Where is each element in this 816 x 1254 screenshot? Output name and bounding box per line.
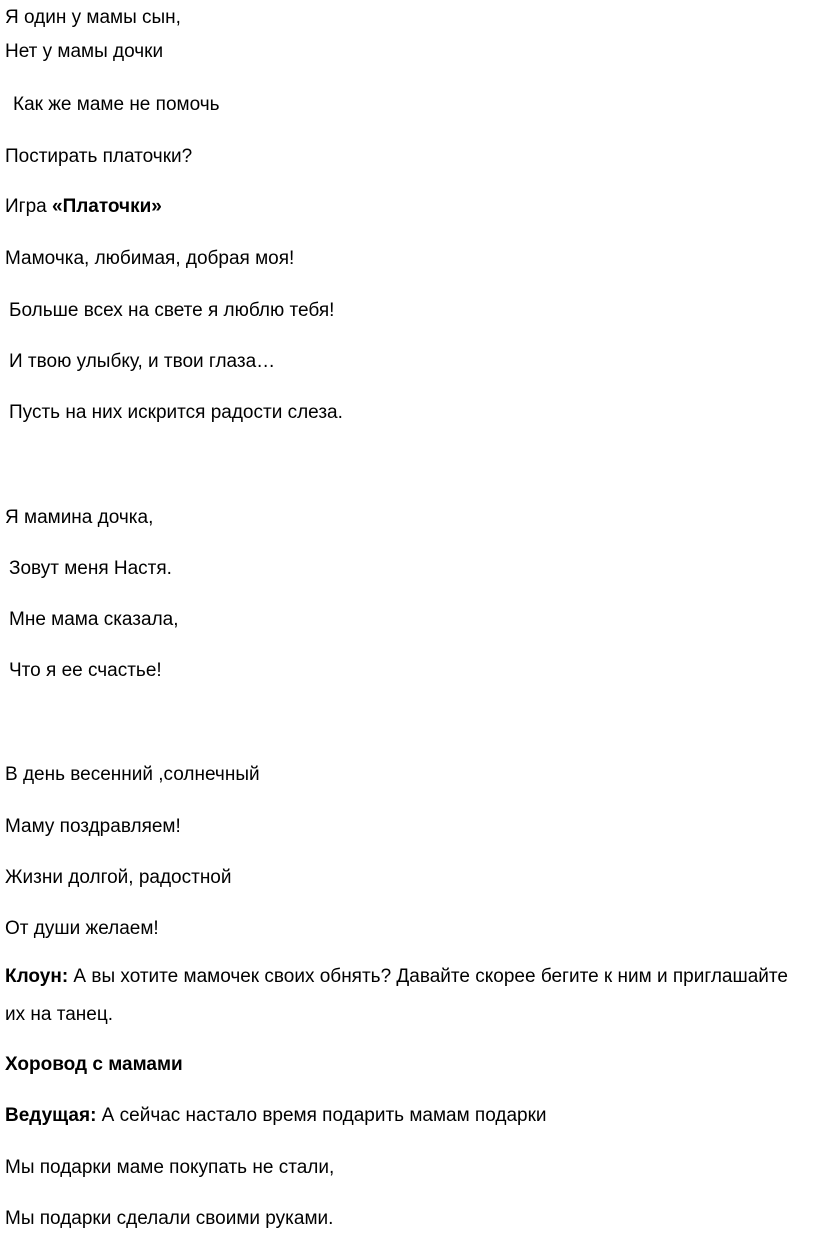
poem-line: Мы подарки сделали своими руками.	[5, 1208, 334, 1229]
game-label: Игра	[5, 196, 52, 217]
game-name: «Платочки»	[52, 196, 162, 217]
poem-line: Мы подарки маме покупать не стали,	[5, 1157, 335, 1178]
speaker-text: А сейчас настало время подарить мамам подарки	[96, 1105, 547, 1126]
game-title	[5, 195, 162, 219]
speaker-label: Ведущая:	[5, 1105, 97, 1126]
poem-line: Я один у мамы сын,	[5, 7, 181, 28]
poem-line: И твою улыбку, и твои глаза…	[9, 351, 276, 372]
poem-line: Я мамина дочка,	[5, 507, 154, 528]
poem-line: Что я ее счастье!	[9, 660, 162, 681]
poem-line: Больше всех на свете я люблю тебя!	[9, 300, 335, 321]
poem-line: В день весенний ,солнечный	[5, 764, 260, 785]
speaker-text: А вы хотите мамочек своих обнять? Давайте скорее бегите к ним и приглашайте их на танец.	[5, 966, 788, 1025]
poem-line: Пусть на них искрится радости слеза.	[9, 402, 343, 423]
poem-line: Маму поздравляем!	[5, 816, 181, 837]
poem-line: Жизни долгой, радостной	[5, 867, 232, 888]
section-heading	[5, 1053, 183, 1077]
clown-remark	[5, 958, 795, 1034]
poem-line: Мамочка, любимая, добрая моя!	[5, 248, 295, 269]
poem-line: Мне мама сказала,	[9, 609, 179, 630]
poem-line: Как же маме не помочь	[13, 94, 220, 115]
speaker-label: Клоун:	[5, 966, 69, 987]
round-dance-title: Хоровод с мамами	[5, 1054, 183, 1075]
host-remark	[5, 1104, 547, 1128]
poem-line: Нет у мамы дочки	[5, 41, 164, 62]
poem-line: Постирать платочки?	[5, 146, 193, 167]
poem-line: Зовут меня Настя.	[9, 558, 172, 579]
poem-line: От души желаем!	[5, 918, 159, 939]
